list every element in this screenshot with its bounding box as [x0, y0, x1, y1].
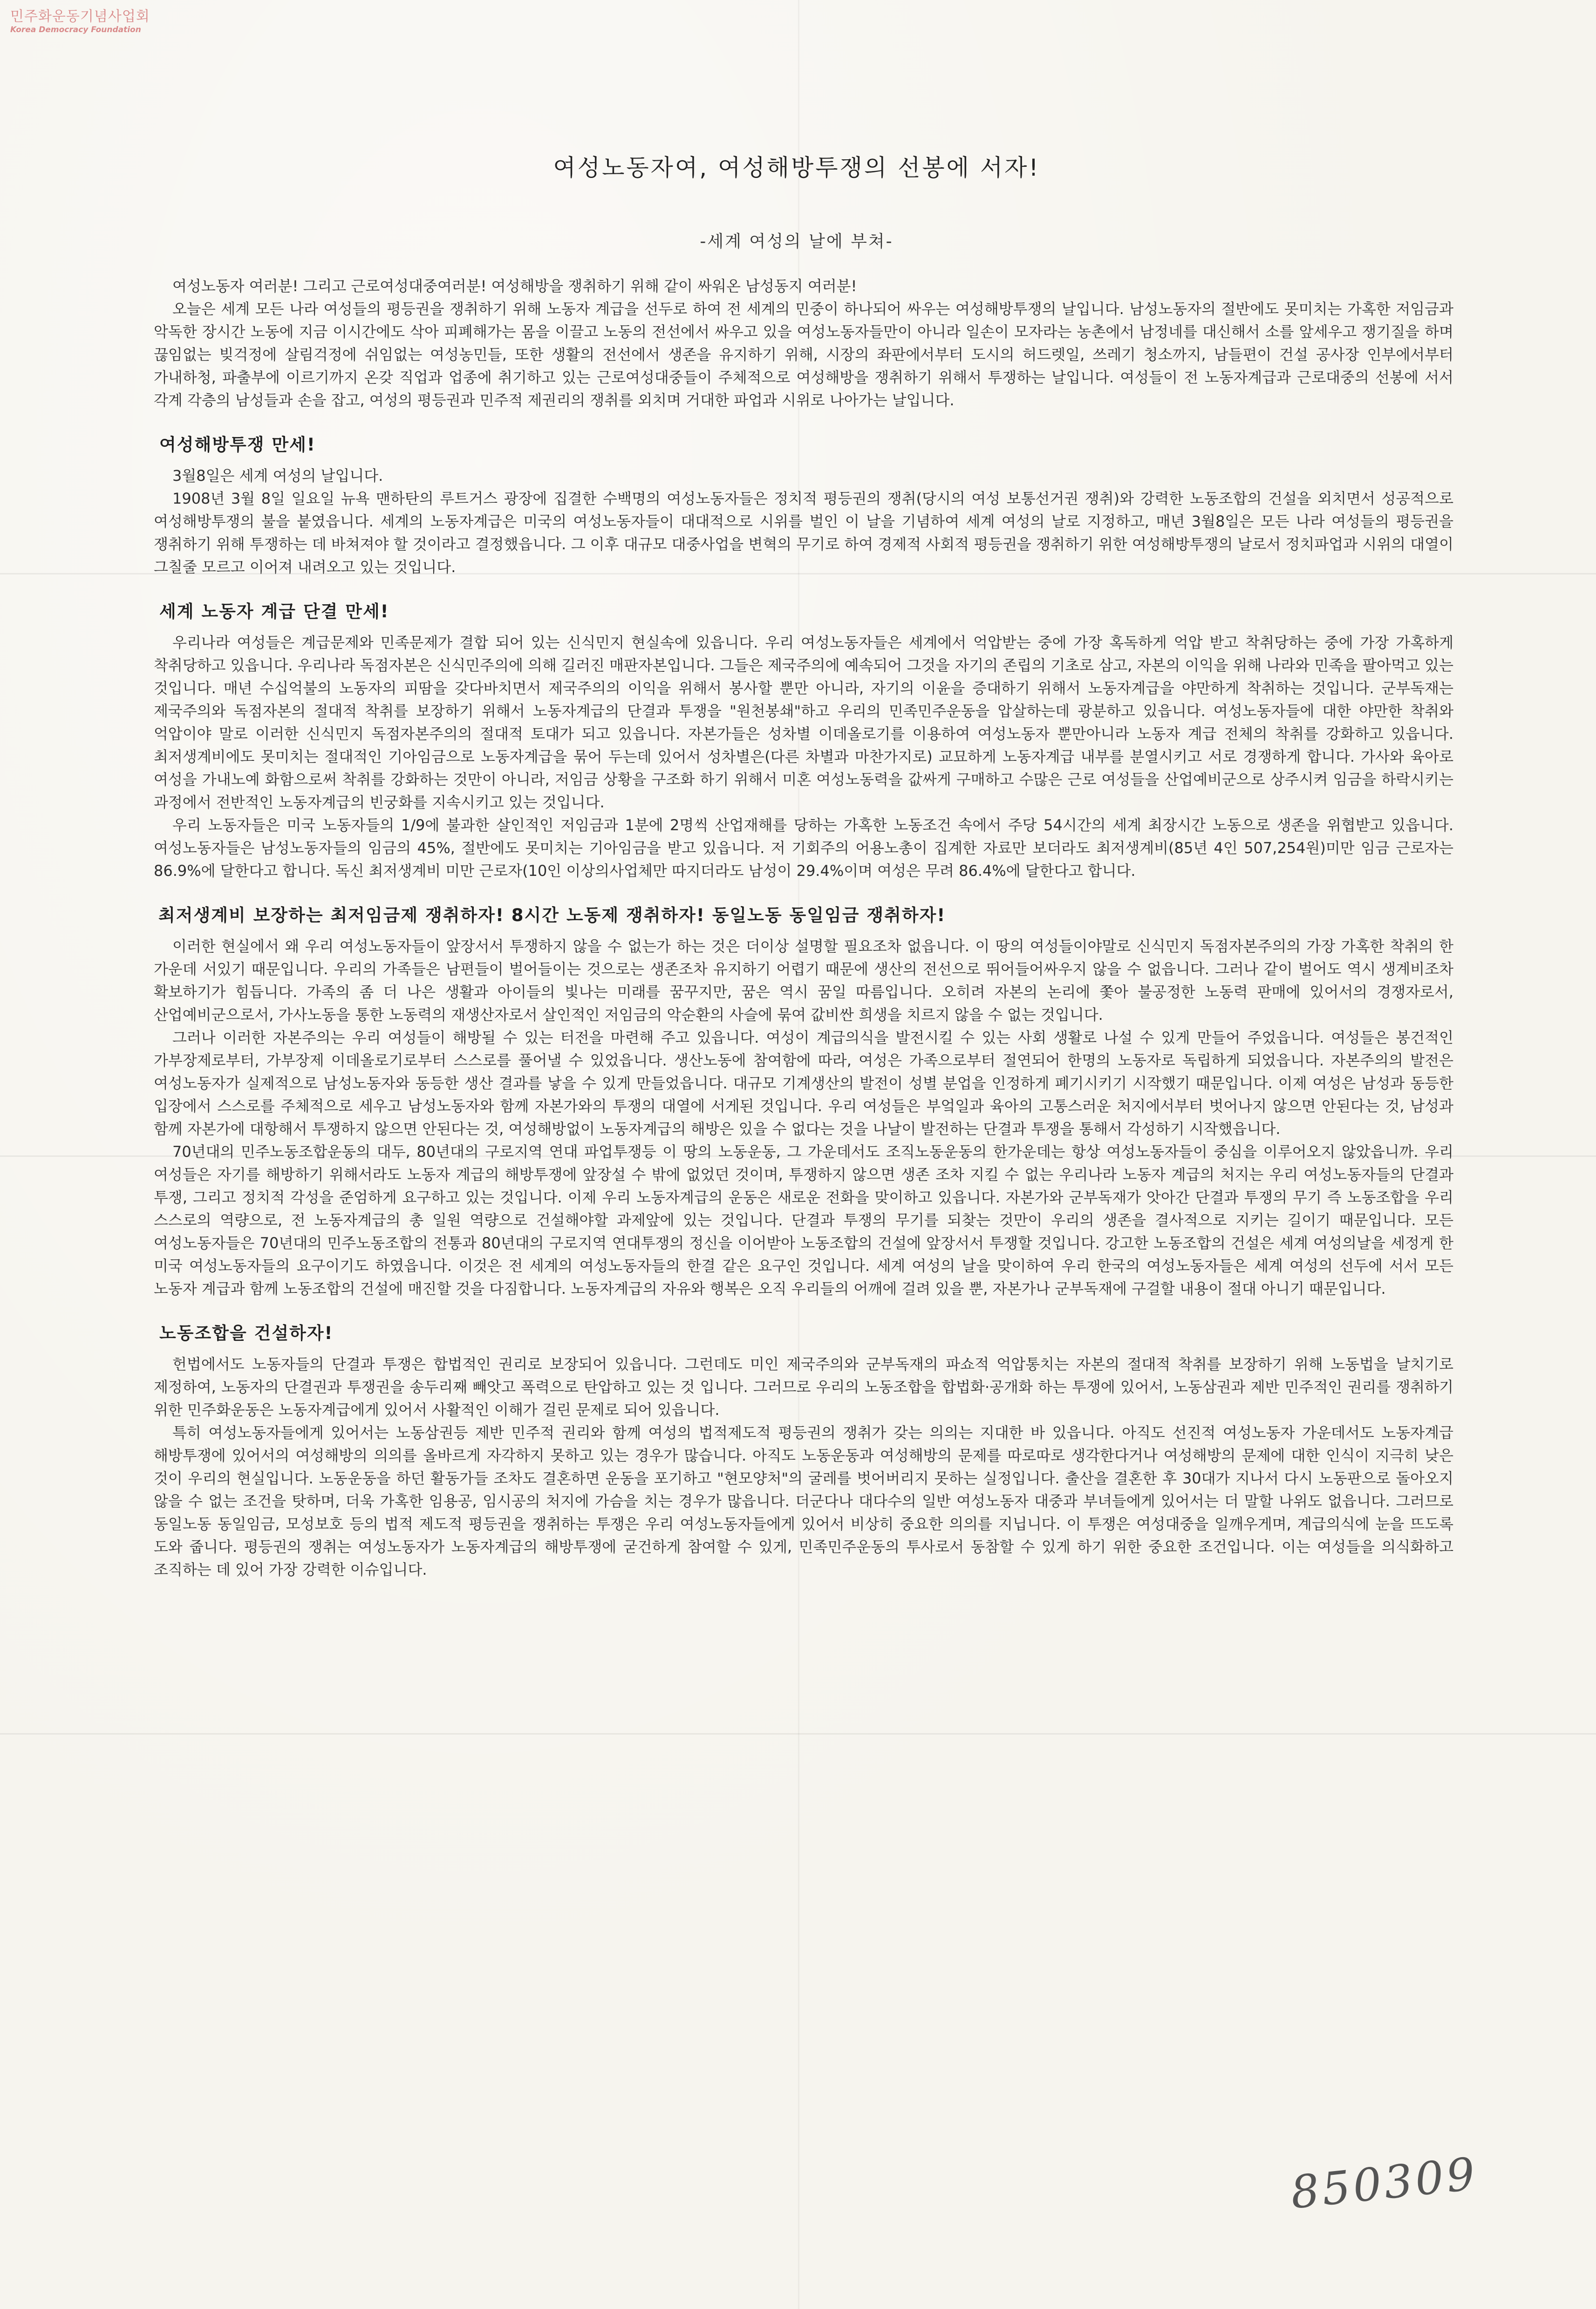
- section-paragraph: 특히 여성노동자들에게 있어서는 노동삼권등 제반 민주적 권리와 함께 여성의 법적제도적 평등권의 쟁취가 갖는 의의는 지대한 바 있읍니다. 아직도 선진적 여성노동자 가운데서도 노동자계급 해방투쟁에 있어서의 여성해방의 의의를 올바르게 자각하지 못하고 있는 경우가 많습니다. 아직도 노동운동과 여성해방의 문제를 따로따로 생각한다거나 여성해방의 문제에 대한 인식이 지극히 낮은 것이 우리의 현실입니다. 노동운동을 하던 활동가들 조차도 결혼하면 운동을 포기하고 "현모양처"의 굴레를 벗어버리지 못하는 실정입니다. 출산을 결혼한 후 30대가 지나서 다시 노동판으로 돌아오지 않을 수 없는 조건을 탓하며, 더욱 가혹한 임용공, 임시공의 처지에 가슴을 치는 경우가 많읍니다. 더군다나 대다수의 일반 여성노동자 대중과 부녀들에게 있어서는 더 말할 나위도 없읍니다. 그러므로 동일노동 동일임금, 모성보호 등의 법적 제도적 평등권을 쟁취하는 투쟁은 우리 여성노동자들에게 있어서 비상히 중요한 의의를 지닙니다. 이 투쟁은 여성대중을 일깨우게며, 계급의식에 눈을 뜨도록 도와 줍니다. 평등권의 쟁취는 여성노동자가 노동자계급의 해방투쟁에 굳건하게 참여할 수 있게, 민족민주운동의 투사로서 동참할 수 있게 하기 위한 중요한 조건입니다. 이는 여성들을 의식화하고 조직하는 데 있어 가장 강력한 이슈입니다.: [154, 1424, 1453, 1578]
- intro-paragraph: 오늘은 세계 모든 나라 여성들의 평등권을 쟁취하기 위해 노동자 계급을 선두로 하여 전 세계의 민중이 하나되어 싸우는 여성해방투쟁의 날입니다. 남성노동자의 절반에도 못미치는 가혹한 저임금과 악독한 장시간 노동에 지금 이시간에도 삭아 피폐해가는 몸을 이끌고 노동의 전선에서 싸우고 있을 여성노동자들만이 아니라 일손이 모자라는 농촌에서 남정네를 대신해서 소를 앞세우고 쟁기질을 하며 끊임없는 빚걱정에 살림걱정에 쉬임없는 여성농민들, 또한 생활의 전선에서 생존을 유지하기 위해, 시장의 좌판에서부터 도시의 허드렛일, 쓰레기 청소까지, 남들편이 건설 공사장 인부에서부터 가내하청, 파출부에 이르기까지 온갖 직업과 업종에 취기하고 있는 근로여성대중들이 주체적으로 여성해방을 쟁취하기 위해서 투쟁하는 날입니다. 여성들이 전 노동자계급과 근로대중의 선봉에 서서 각계 각층의 남성들과 손을 잡고, 여성의 평등권과 민주적 제권리의 쟁취를 외치며 거대한 파업과 시위로 나아가는 날입니다.: [154, 300, 1453, 409]
- section-heading: 노동조합을 건설하자!: [159, 1323, 334, 1343]
- foundation-watermark: [10, 8, 150, 34]
- document-body: [154, 275, 1453, 1581]
- section-paragraph: 1908년 3월 8일 일요일 뉴욕 맨하탄의 루트거스 광장에 집결한 수백명의 여성노동자들은 정치적 평등권의 쟁취(당시의 여성 보통선거권 쟁취)와 강력한 노동조합의 건설을 외치면서 성공적으로 여성해방투쟁의 불을 붙였읍니다. 세계의 노동자계급은 미국의 여성노동자들이 대대적으로 시위를 벌인 이 날을 기념하여 세계 여성의 날로 지정하고, 매년 3월8일은 모든 나라 여성들의 평등권을 쟁취하기 위해 투쟁하는 데 바쳐져야 할 것이라고 결정했읍니다. 그 이후 대규모 대중사업을 변혁의 무기로 하여 경제적 사회적 평등권을 쟁취하기 위한 여성해방투쟁의 날로서 정치파업과 시위의 대열이 그칠줄 모르고 이어져 내려오고 있는 것입니다.: [154, 490, 1453, 576]
- section-heading: 최저생계비 보장하는 최저임금제 쟁취하자! 8시간 노동제 쟁취하자! 동일노동 동일임금 쟁취하자!: [158, 905, 946, 925]
- handwritten-archive-number: 850309: [1288, 2147, 1480, 2219]
- document-subtitle: -세계 여성의 날에 부쳐-: [700, 232, 893, 251]
- section-heading: 여성해방투쟁 만세!: [159, 435, 316, 455]
- section-paragraph: 우리나라 여성들은 계급문제와 민족문제가 결합 되어 있는 신식민지 현실속에 있읍니다. 우리 여성노동자들은 세계에서 억압받는 중에 가장 혹독하게 억압 받고 착취당하는 중에 가장 가혹하게 착취당하고 있읍니다. 우리나라 독점자본은 신식민주의에 의해 길러진 매판자본입니다. 그들은 제국주의에 예속되어 그것을 자기의 존립의 기초로 삼고, 자본의 이익을 위해 나라와 민족을 팔아먹고 있는 것입니다. 매년 수십억불의 노동자의 피땀을 갖다바치면서 제국주의의 이익을 위해서 봉사할 뿐만 아니라, 자기의 이윤을 증대하기 위해서 노동자계급을 야만하게 착취하는 것입니다. 군부독재는 제국주의와 독점자본의 절대적 착취를 보장하기 위해서 노동자계급의 단결과 투쟁을 "원천봉쇄"하고 우리의 민족민주운동을 압살하는데 광분하고 있읍니다. 여성노동자들에 대한 야만한 착취와 억압이야 말로 이러한 신식민지 독점자본주의의 절대적 토대가 되고 있읍니다. 자본가들은 성차별 이데올로기를 이용하여 여성노동자 뿐만아니라 노동자 계급 전체의 착취를 강화하고 있읍니다. 최저생계비에도 못미치는 절대적인 기아임금으로 노동자계급을 묶어 두는데 있어서 성차별은(다른 차별과 마찬가지로) 교묘하게 노동자계급 내부를 분열시키고 서로 경쟁하게 합니다. 가사와 육아로 여성을 가내노예 화함으로써 착취를 강화하는 것만이 아니라, 저임금 상황을 구조화 하기 위해서 미혼 여성노동력을 값싸게 구매하고 수많은 근로 여성들을 산업예비군으로 상주시켜 임금을 하락시키는 과정에서 전반적인 노동자계급의 빈궁화를 지속시키고 있는 것입니다.: [154, 634, 1453, 811]
- section-paragraph: 우리 노동자들은 미국 노동자들의 1/9에 불과한 살인적인 저임금과 1분에 2명씩 산업재해를 당하는 가혹한 노동조건 속에서 주당 54시간의 세계 최장시간 노동으로 생존을 위협받고 있읍니다. 여성노동자들은 남성노동자들의 임금의 45%, 절반에도 못미치는 기아임금을 받고 있읍니다. 저 기회주의 어용노총이 집계한 자료만 보더라도 최저생계비(85년 4인 507,254원)미만 임금 근로자는 86.9%에 달한다고 합니다. 독신 최저생계비 미만 근로자(10인 이상의사업체만 따지더라도 남성이 29.4%이며 여성은 무려 86.4%에 달한다고 합니다.: [154, 816, 1453, 880]
- intro-salutation: 여성노동자 여러분! 그리고 근로여성대중여러분! 여성해방을 쟁취하기 위해 같이 싸워온 남성동지 여러분!: [172, 277, 857, 295]
- section-paragraph: 이러한 현실에서 왜 우리 여성노동자들이 앞장서서 투쟁하지 않을 수 없는가 하는 것은 더이상 설명할 필요조차 없읍니다. 이 땅의 여성들이야말로 신식민지 독점자본주의의 가장 가혹한 착취의 한 가운데 서있기 때문입니다. 우리의 가족들은 남편들이 벌어들이는 것으로는 생존조차 유지하기 어렵기 때문에 생산의 전선으로 뛰어들어싸우지 않을 수 없읍니다. 그러나 같이 벌어도 역시 생계비조차 확보하기가 힘듭니다. 가족의 좀 더 나은 생활과 아이들의 빛나는 미래를 꿈꾸지만, 꿈은 역시 꿈일 따름입니다. 오히려 자본의 논리에 쫓아 불공정한 노동력 판매에 있어서의 경쟁자로서, 산업예비군으로서, 가사노동을 통한 노동력의 재생산자로서 살인적인 저임금의 악순환의 사슬에 묶여 값비싼 희생을 치르지 않을 수 없는 것입니다.: [154, 937, 1453, 1024]
- section-paragraph: 그러나 이러한 자본주의는 우리 여성들이 해방될 수 있는 터전을 마련해 주고 있읍니다. 여성이 계급의식을 발전시킬 수 있는 사회 생활로 나설 수 있게 만들어 주었읍니다. 여성들은 봉건적인 가부장제로부터, 가부장제 이데올로기로부터 스스로를 풀어낼 수 있었읍니다. 생산노동에 참여함에 따라, 여성은 가족으로부터 절연되어 한명의 노동자로 독립하게 되었읍니다. 자본주의의 발전은 여성노동자가 실제적으로 남성노동자와 동등한 생산 결과를 낳을 수 있게 만들었읍니다. 대규모 기계생산의 발전이 성별 분업을 인정하게 폐기시키기 시작했기 때문입니다. 이제 여성은 남성과 동등한 입장에서 스스로를 주체적으로 세우고 남성노동자와 함께 자본가와의 투쟁의 대열에 서게된 것입니다. 우리 여성들은 부엌일과 육아의 고통스러운 처지에서부터 벗어나지 않으면 안된다는 것, 남성과 함께 자본가에 대항해서 투쟁하지 않으면 안된다는 것, 여성해방없이 노동자계급의 해방은 있을 수 없다는 것을 나날이 발전하는 단결과 투쟁을 통해서 각성하기 시작했읍니다.: [154, 1029, 1453, 1138]
- section-paragraph: 70년대의 민주노동조합운동의 대두, 80년대의 구로지역 연대 파업투쟁등 이 땅의 노동운동, 그 가운데서도 조직노동운동의 한가운데는 항상 여성노동자들이 중심을 이루어오지 않았읍니까. 우리 여성들은 자기를 해방하기 위해서라도 노동자 계급의 해방투쟁에 앞장설 수 밖에 없었던 것이며, 투쟁하지 않으면 생존 조차 지킬 수 없는 우리나라 노동자 계급의 처지는 우리 여성노동자들의 단결과 투쟁, 그리고 정치적 각성을 준엄하게 요구하고 있는 것입니다. 이제 우리 노동자계급의 운동은 새로운 전화을 맞이하고 있읍니다. 자본가와 군부독재가 앗아간 단결과 투쟁의 무기 즉 노동조합을 우리 스스로의 역량으로, 전 노동자계급의 총 일원 역량으로 건설해야할 과제앞에 있는 것입니다. 단결과 투쟁의 무기를 되찾는 것만이 우리의 생존을 결사적으로 지키는 길이기 때문입니다. 모든 여성노동자들은 70년대의 민주노동조합의 전통과 80년대의 구로지역 연대투쟁의 정신을 이어받아 노동조합의 건설에 앞장서서 투쟁할 것입니다. 강고한 노동조합의 건설은 세계 여성의날을 세정게 한 미국 여성노동자들의 요구이기도 하였읍니다. 이것은 전 세계의 여성노동자들의 한결 같은 요구인 것입니다. 세계 여성의 날을 맞이하여 우리 한국의 여성노동자들은 세계 여성의 선두에 서서 모든 노동자 계급과 함께 노동조합의 건설에 매진할 것을 다짐합니다. 노동자계급의 자유와 행복은 오직 우리들의 어깨에 걸려 있을 뿐, 자본가나 군부독재에 구걸할 내용이 절대 아니기 때문입니다.: [154, 1143, 1453, 1298]
- watermark-korean: 민주화운동기념사업회: [10, 8, 150, 25]
- section-paragraph: 헌법에서도 노동자들의 단결과 투쟁은 합법적인 권리로 보장되어 있읍니다. 그런데도 미인 제국주의와 군부독재의 파쇼적 억압통치는 자본의 절대적 착취를 보장하기 위해 노동법을 날치기로 제정하여, 노동자의 단결권과 투쟁권을 송두리째 빼앗고 폭력으로 탄압하고 있는 것 입니다. 그러므로 우리의 노동조합을 합법화·공개화 하는 투쟁에 있어서, 노동삼권과 제반 민주적인 권리를 쟁취하기 위한 민주화운동은 노동자계급에게 있어서 사활적인 이해가 걸린 문제로 되어 있읍니다.: [154, 1355, 1453, 1419]
- watermark-english: Korea Democracy Foundation: [10, 25, 141, 34]
- document-title: 여성노동자여, 여성해방투쟁의 선봉에 서자!: [553, 154, 1040, 181]
- section-heading: 세계 노동자 계급 단결 만세!: [159, 601, 389, 622]
- section-paragraph: 3월8일은 세계 여성의 날입니다.: [172, 467, 383, 485]
